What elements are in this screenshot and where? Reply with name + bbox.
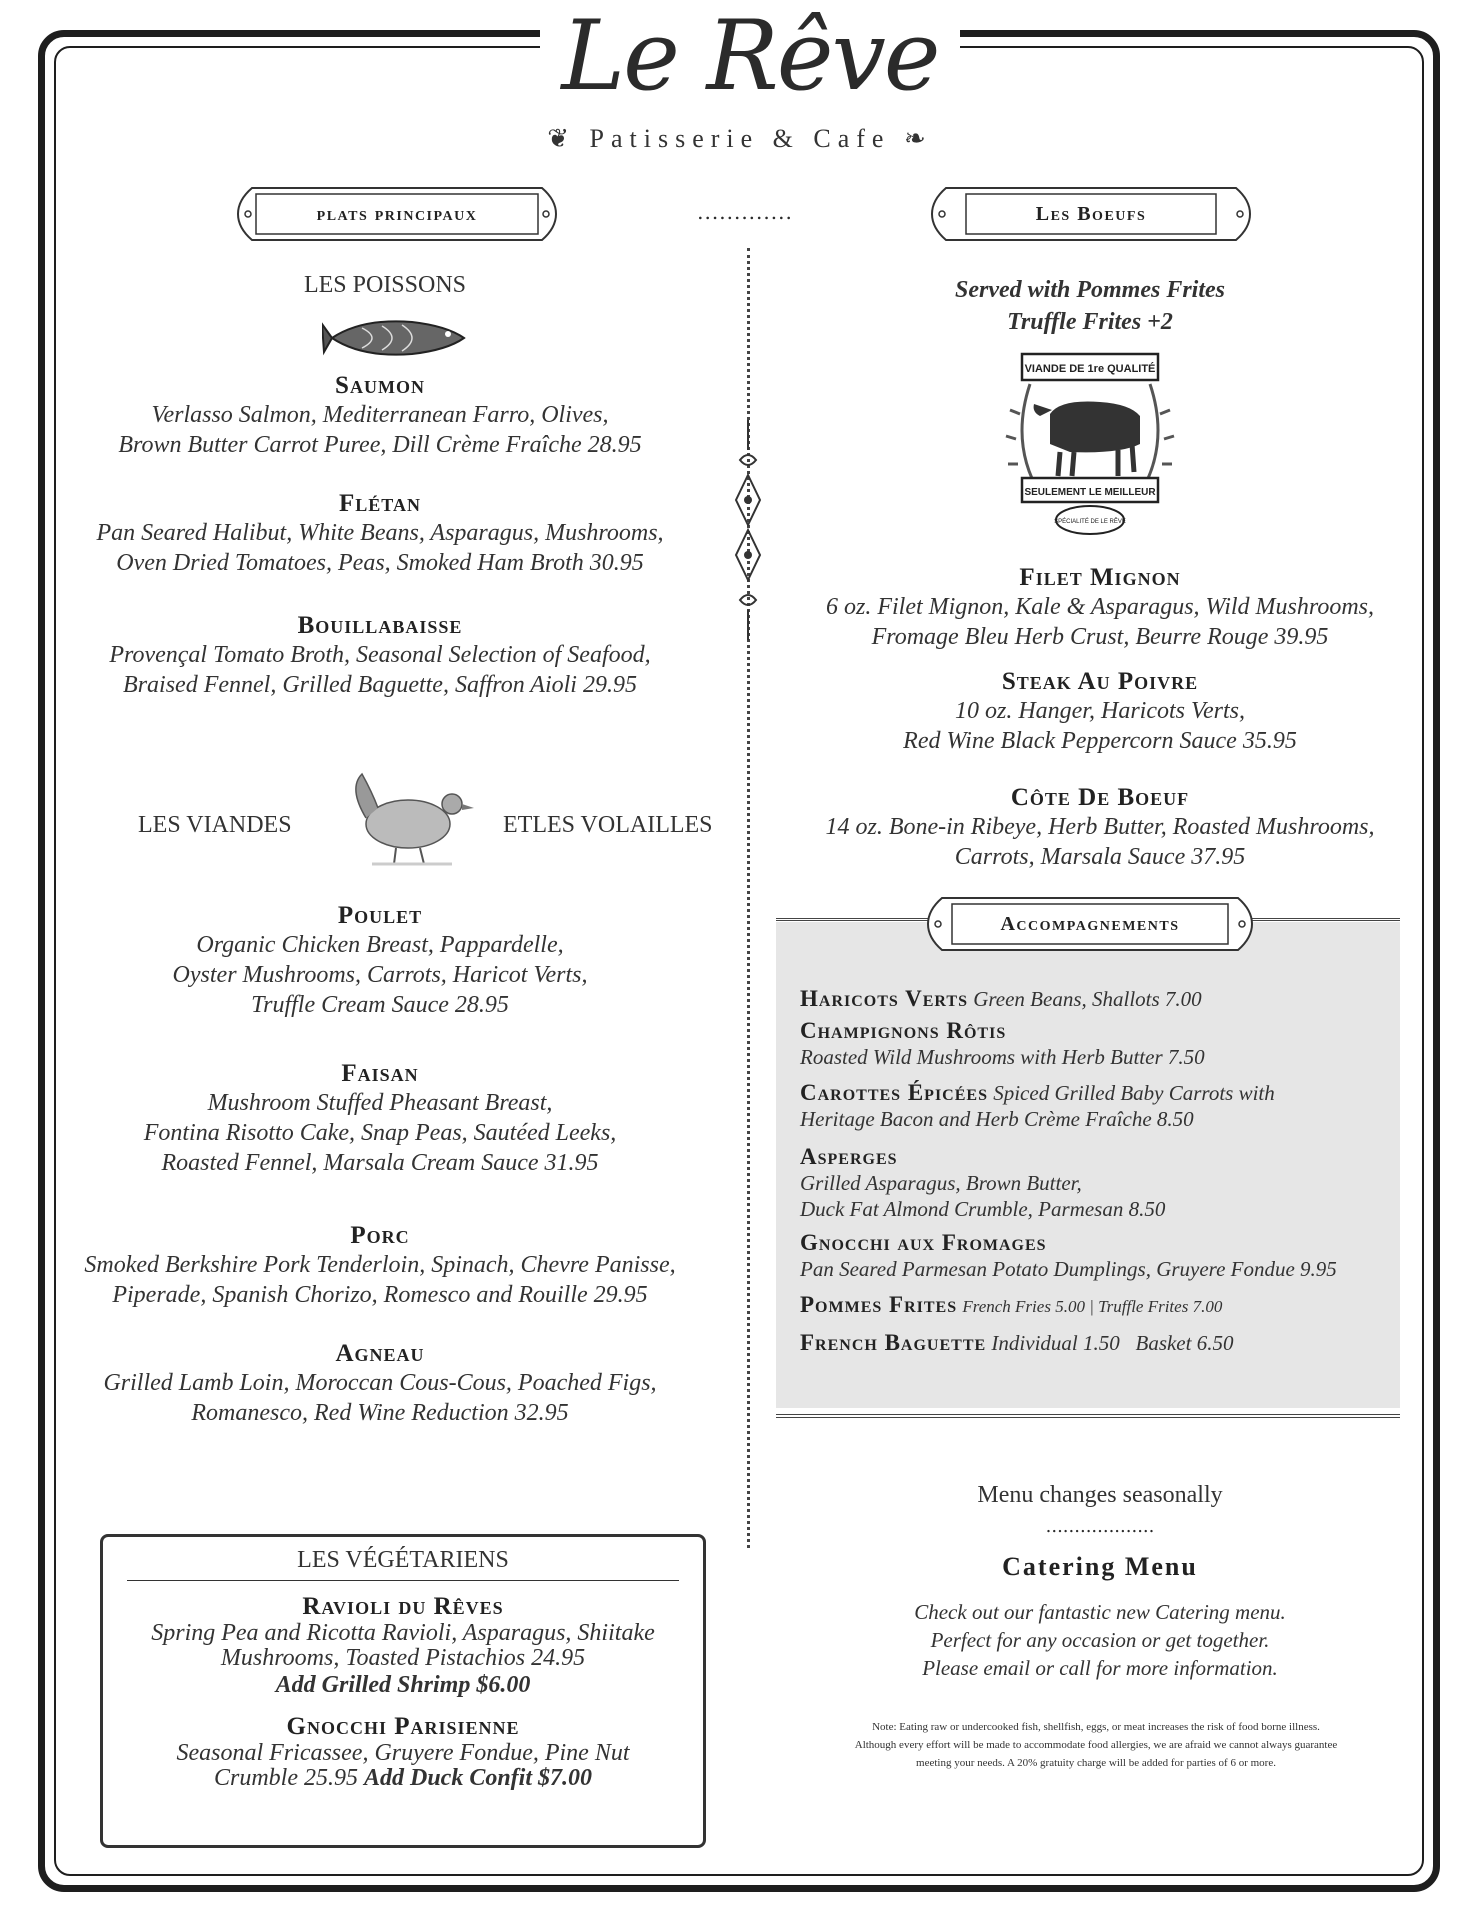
side-desc: French Fries 5.00 | Truffle Frites 7.00 xyxy=(962,1297,1223,1316)
truffle-line: Truffle Frites +2 xyxy=(1007,309,1173,335)
dish-desc-line: Truffle Cream Sauce 28.95 xyxy=(251,992,509,1018)
dish-desc-line: Braised Fennel, Grilled Baguette, Saffron Aioli 29.95 xyxy=(123,672,637,698)
vegetarian-dish-2 xyxy=(103,1713,703,1791)
side-desc: Roasted Wild Mushrooms with Herb Butter 7.50 xyxy=(800,1045,1205,1069)
side-desc: Spiced Grilled Baby Carrots with xyxy=(993,1081,1275,1105)
catering-line: Perfect for any occasion or get together. xyxy=(930,1628,1270,1652)
vegetarian-rule xyxy=(127,1580,679,1581)
side-desc: Grilled Asparagus, Brown Butter, xyxy=(800,1171,1082,1195)
divider-ornament-icon xyxy=(730,420,766,640)
poisson-dish-2 xyxy=(60,490,700,578)
dish-desc-line: Provençal Tomato Broth, Seasonal Selection of Seafood, xyxy=(109,642,651,668)
dish-desc-line: Brown Butter Carrot Puree, Dill Crème Fraîche 28.95 xyxy=(118,432,642,458)
dish-name: Poulet xyxy=(337,902,423,929)
dish-name: Bouillabaisse xyxy=(297,612,463,639)
side-name: Gnocchi aux Fromages xyxy=(800,1230,1047,1255)
dish-name: Saumon xyxy=(335,372,425,399)
sides-list xyxy=(800,986,1390,1356)
dish-desc-text: Crumble 25.95 xyxy=(213,1765,358,1791)
poisson-dish-1 xyxy=(60,372,700,460)
side-name: Asperges xyxy=(800,1144,898,1169)
dish-desc-line: Fontina Risotto Cake, Snap Peas, Sautéed Leeks, xyxy=(143,1120,617,1146)
side-item xyxy=(800,1292,1390,1320)
allergy-note xyxy=(776,1718,1416,1772)
brand-subtitle: Patisserie & Cafe xyxy=(589,124,891,153)
catering-text xyxy=(790,1598,1410,1682)
boeuf-dish-3 xyxy=(790,784,1410,872)
dish-desc-line: Red Wine Black Peppercorn Sauce 35.95 xyxy=(903,728,1297,754)
dish-desc-line: Romanesco, Red Wine Reduction 32.95 xyxy=(191,1400,569,1426)
viande-dish-3 xyxy=(60,1222,700,1310)
note-line: Although every effort will be made to accommodate food allergies, we are afraid we cannot always guarantee xyxy=(854,1739,1338,1751)
dish-name: Steak Au Poivre xyxy=(1001,668,1199,695)
dots-divider-top: ............. xyxy=(697,200,793,224)
side-item xyxy=(800,1230,1390,1282)
flourish-right-icon: ❧ xyxy=(890,124,933,153)
dish-desc-line: Carrots, Marsala Sauce 37.95 xyxy=(954,844,1246,870)
viande-dish-4 xyxy=(60,1340,700,1428)
poisson-dish-3 xyxy=(60,612,700,700)
catering-line: Check out our fantastic new Catering menu. xyxy=(914,1600,1286,1624)
boeuf-dish-2 xyxy=(790,668,1410,756)
dish-desc-line: 6 oz. Filet Mignon, Kale & Asparagus, Wild Mushrooms, xyxy=(825,594,1374,620)
catering-line: Please email or call for more information. xyxy=(922,1656,1278,1680)
dish-name: Côte De Boeuf xyxy=(1010,784,1190,811)
side-desc: Individual 1.50 Basket 6.50 xyxy=(991,1331,1234,1355)
side-name: Carottes Épicées xyxy=(800,1080,988,1105)
served-line: Served with Pommes Frites xyxy=(955,277,1225,303)
vegetarian-box xyxy=(100,1534,706,1848)
badge-small-text: SPÉCIALITÉ DE LE RÊVE xyxy=(1054,519,1126,525)
dish-desc-line: Mushroom Stuffed Pheasant Breast, xyxy=(207,1090,553,1116)
boeuf-dish-1 xyxy=(790,564,1410,652)
dish-desc-line: Oven Dried Tomatoes, Peas, Smoked Ham Broth 30.95 xyxy=(116,550,644,576)
side-name: French Baguette xyxy=(800,1330,987,1355)
viande-dish-2 xyxy=(60,1060,700,1178)
viandes-label-right: ETLES VOLAILLES xyxy=(503,812,713,838)
flourish-left-icon: ❦ xyxy=(547,124,590,153)
dish-name: Flétan xyxy=(339,490,421,517)
dish-desc-line: Oyster Mushrooms, Carrots, Haricot Verts, xyxy=(172,962,588,988)
dish-name: Ravioli du Rêves xyxy=(302,1593,504,1620)
dish-desc-line: Seasonal Fricassee, Gruyere Fondue, Pine Nut xyxy=(176,1740,630,1766)
dish-desc-line: 14 oz. Bone-in Ribeye, Herb Butter, Roasted Mushrooms, xyxy=(825,814,1375,840)
plaque-beef xyxy=(926,180,1256,248)
dish-name: Filet Mignon xyxy=(1019,564,1181,591)
brand-title: Le Rêve xyxy=(561,0,939,112)
viande-dish-1 xyxy=(60,902,700,1020)
side-name: Haricots Verts xyxy=(800,986,968,1011)
side-name: Pommes Frites xyxy=(800,1292,958,1317)
dish-desc-line: Smoked Berkshire Pork Tenderloin, Spinach, Chevre Panisse, xyxy=(84,1252,676,1278)
dish-name: Gnocchi Parisienne xyxy=(286,1713,520,1740)
side-item xyxy=(800,1080,1390,1132)
footer-dots: ................... xyxy=(1045,1516,1155,1537)
plaque-sides xyxy=(922,890,1258,958)
badge-bottom-text: SEULEMENT LE MEILLEUR xyxy=(1024,487,1156,498)
dish-desc-line: Grilled Lamb Loin, Moroccan Cous-Cous, Poached Figs, xyxy=(103,1370,657,1396)
plaque-sides-label: Accompagnements xyxy=(1000,912,1180,935)
plaque-main-label: plats principaux xyxy=(316,202,478,225)
brand-logo xyxy=(540,0,960,112)
served-with xyxy=(790,274,1390,338)
dish-desc-line: Fromage Bleu Herb Crust, Beurre Rouge 39.95 xyxy=(871,624,1329,650)
side-desc-2: Duck Fat Almond Crumble, Parmesan 8.50 xyxy=(800,1197,1166,1221)
plaque-main xyxy=(232,180,562,248)
dish-addon: Add Duck Confit $7.00 xyxy=(363,1765,593,1791)
side-name: Champignons Rôtis xyxy=(800,1018,1007,1043)
seasonal-note: Menu changes seasonally xyxy=(977,1482,1223,1508)
vegetarian-label: LES VÉGÉTARIENS xyxy=(297,1547,509,1573)
dish-desc-line: 10 oz. Hanger, Haricots Verts, xyxy=(954,698,1245,724)
fish-icon xyxy=(322,312,472,364)
dish-name: Porc xyxy=(350,1222,410,1249)
dish-addon: Add Grilled Shrimp $6.00 xyxy=(275,1672,531,1698)
side-desc: Green Beans, Shallots 7.00 xyxy=(973,987,1202,1011)
beef-quality-badge-icon xyxy=(1000,344,1180,544)
sides-rule-bottom xyxy=(776,1414,1400,1418)
note-line: Note: Eating raw or undercooked fish, shellfish, eggs, or meat increases the risk of food borne illness. xyxy=(872,1721,1320,1733)
dish-desc-line: Mushrooms, Toasted Pistachios 24.95 xyxy=(220,1645,586,1671)
dish-desc-line xyxy=(103,1766,703,1791)
side-item xyxy=(800,1018,1390,1070)
dish-desc-line: Organic Chicken Breast, Pappardelle, xyxy=(196,932,564,958)
dish-desc-line: Pan Seared Halibut, White Beans, Asparagus, Mushrooms, xyxy=(96,520,664,546)
dish-desc-line: Spring Pea and Ricotta Ravioli, Asparagus, Shiitake xyxy=(151,1620,655,1646)
dish-desc-line: Roasted Fennel, Marsala Cream Sauce 31.95 xyxy=(161,1150,599,1176)
dish-name: Faisan xyxy=(341,1060,419,1087)
side-desc: Pan Seared Parmesan Potato Dumplings, Gruyere Fondue 9.95 xyxy=(800,1257,1337,1281)
dish-desc-line: Piperade, Spanish Chorizo, Romesco and Rouille 29.95 xyxy=(112,1282,648,1308)
viandes-label-left: LES VIANDES xyxy=(138,812,292,838)
side-item xyxy=(800,986,1390,1012)
dish-desc-line: Verlasso Salmon, Mediterranean Farro, Olives, xyxy=(151,402,609,428)
side-item xyxy=(800,1330,1390,1356)
note-line: meeting your needs. A 20% gratuity charge will be added for parties of 6 or more. xyxy=(916,1757,1276,1769)
badge-top-text: VIANDE DE 1re QUALITÉ xyxy=(1024,363,1156,375)
catering-title: Catering Menu xyxy=(1002,1552,1198,1581)
side-item xyxy=(800,1144,1390,1222)
vegetarian-dish-1 xyxy=(103,1593,703,1699)
plaque-beef-label: Les Boeufs xyxy=(1035,202,1147,225)
brand-subtitle-row xyxy=(490,124,990,154)
side-desc-2: Heritage Bacon and Herb Crème Fraîche 8.50 xyxy=(800,1107,1194,1131)
chicken-icon xyxy=(342,768,480,868)
dish-name: Agneau xyxy=(335,1340,425,1367)
poissons-label: LES POISSONS xyxy=(303,272,467,298)
